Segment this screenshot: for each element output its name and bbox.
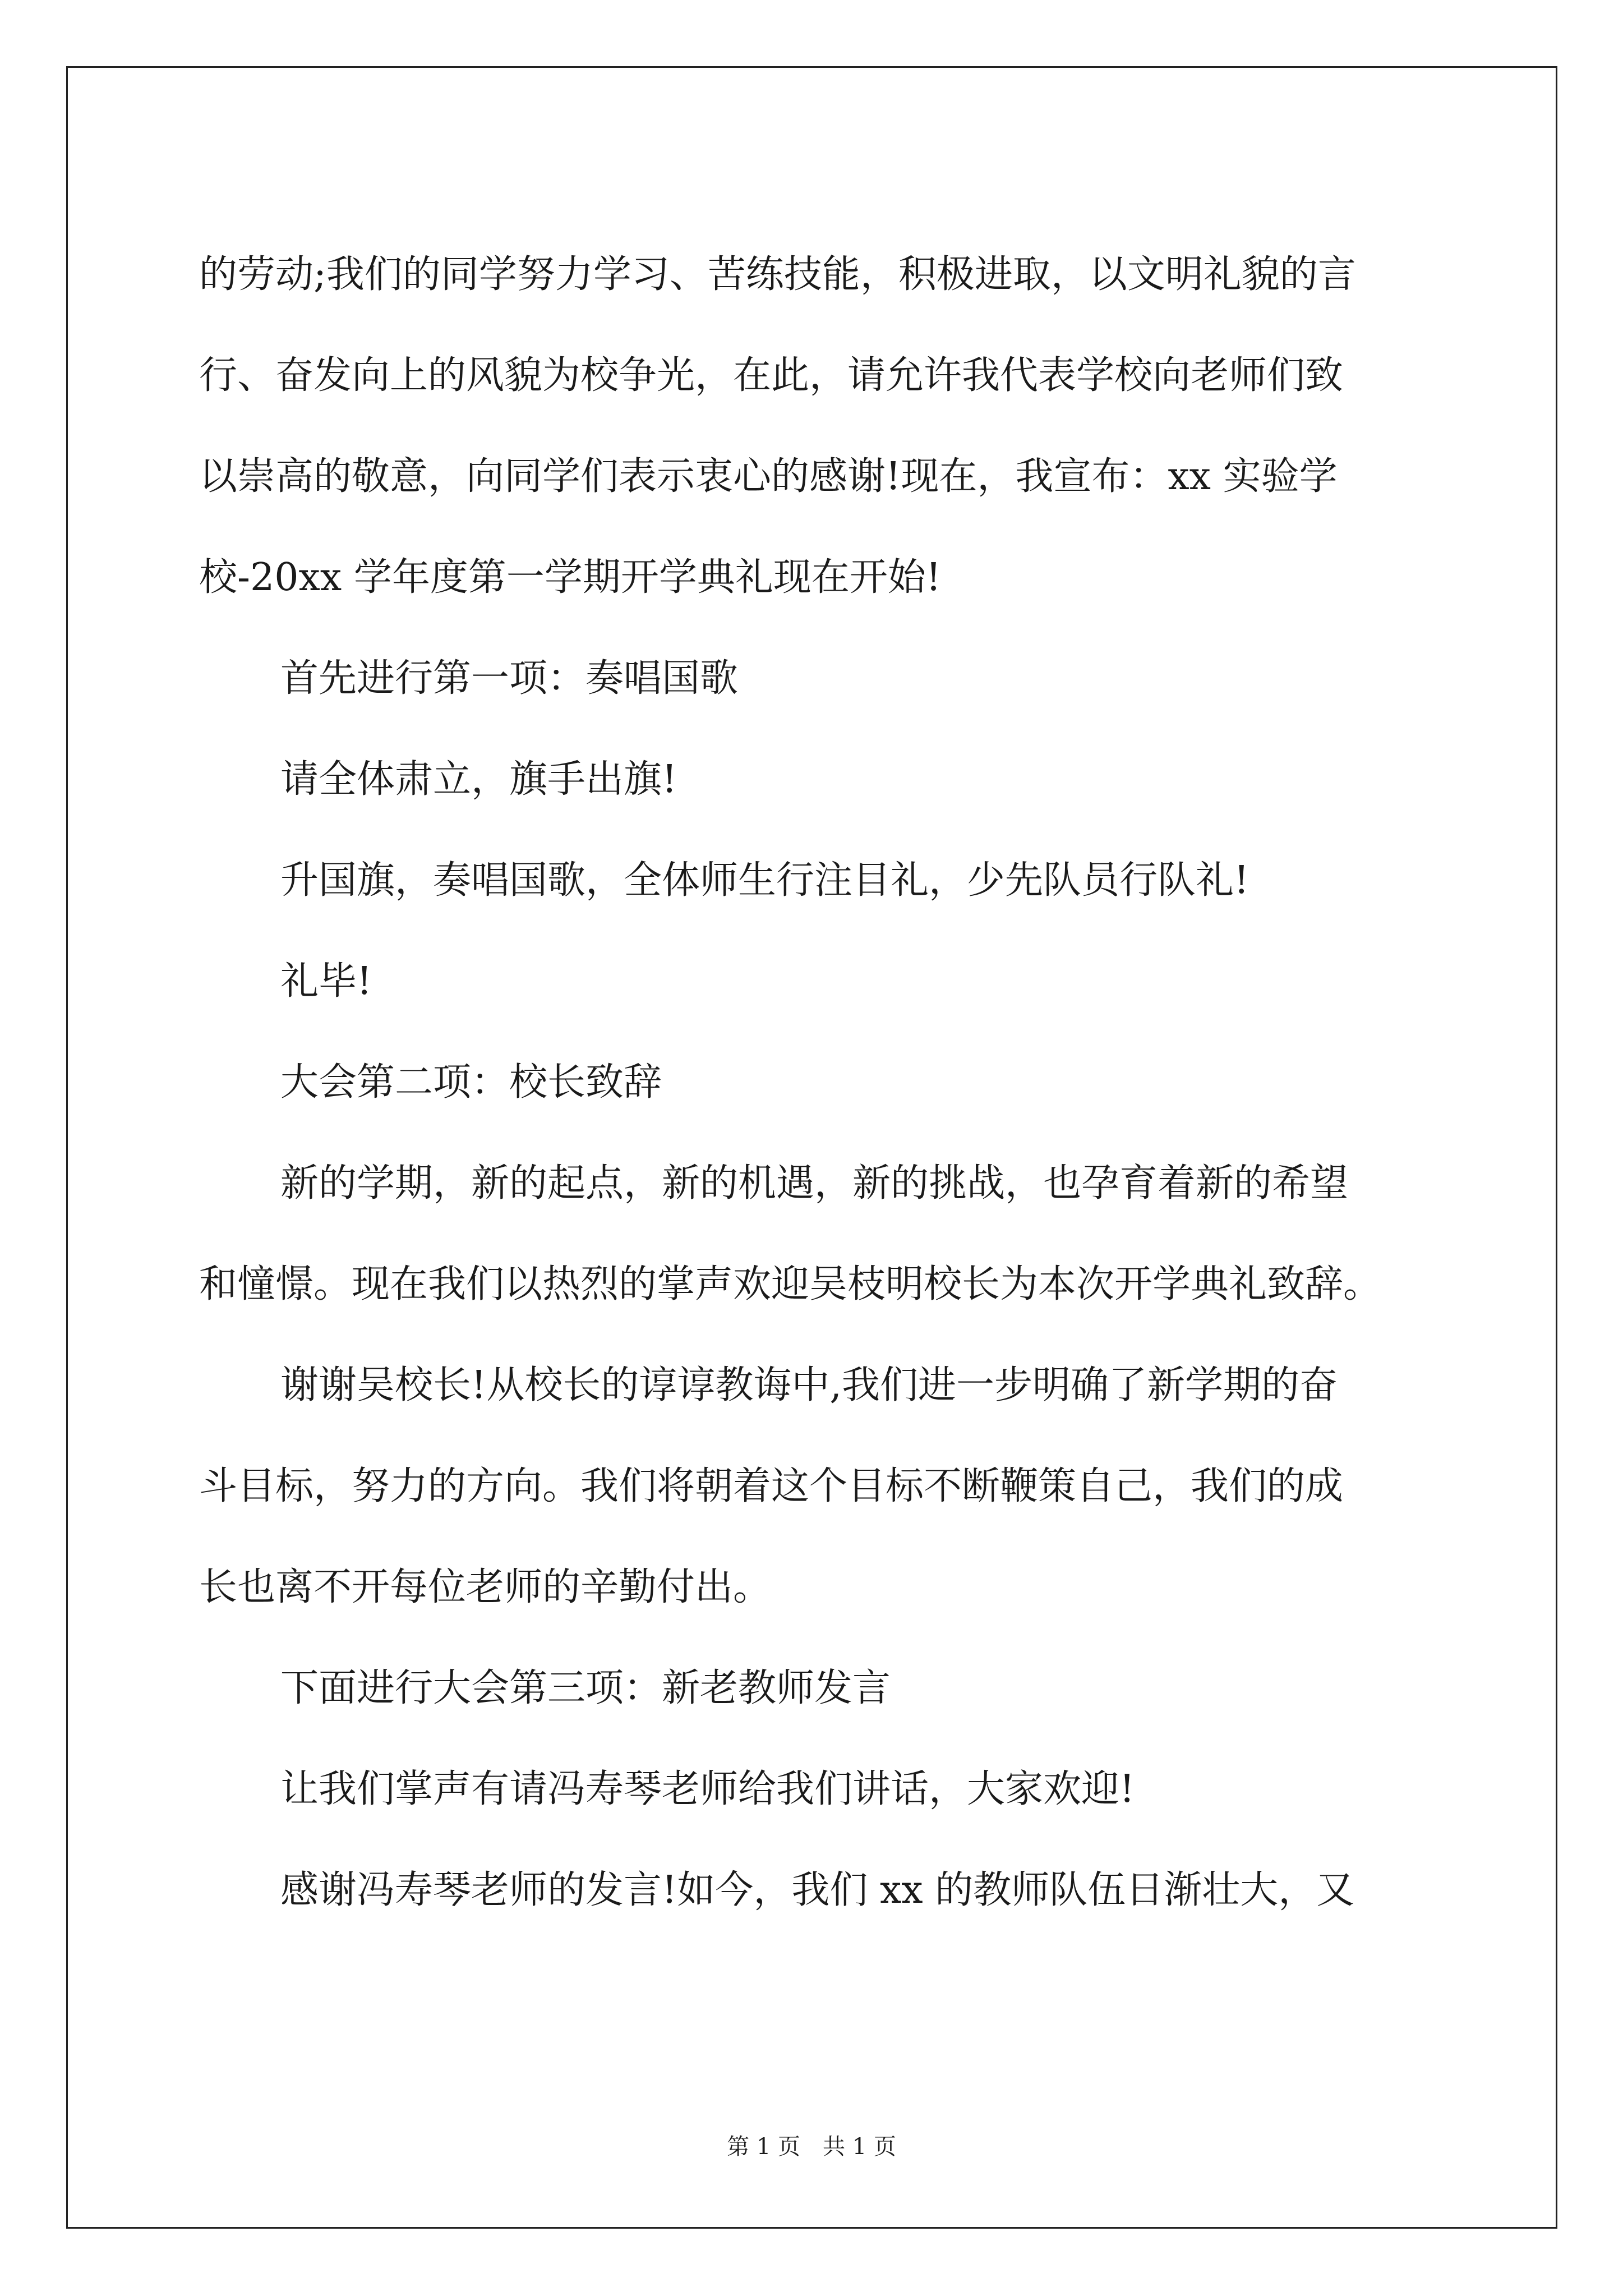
text-line: 感谢冯寿琴老师的发言!如今，我们 xx 的教师队伍日渐壮大，又 bbox=[280, 1868, 1355, 1912]
text-line: 首先进行第一项：奏唱国歌 bbox=[280, 656, 739, 701]
text-line: 谢谢吴校长!从校长的谆谆教诲中,我们进一步明确了新学期的奋 bbox=[280, 1363, 1338, 1407]
text-line: 长也离不开每位老师的辛勤付出。 bbox=[199, 1565, 772, 1609]
text-line: 让我们掌声有请冯寿琴老师给我们讲话，大家欢迎! bbox=[280, 1767, 1135, 1811]
text-line: 以崇高的敬意，向同学们表示衷心的感谢!现在，我宣布：xx 实验学 bbox=[199, 454, 1338, 499]
text-line: 和憧憬。现在我们以热烈的掌声欢迎吴枝明校长为本次开学典礼致辞。 bbox=[199, 1262, 1382, 1306]
text-line: 新的学期，新的起点，新的机遇，新的挑战，也孕育着新的希望 bbox=[280, 1161, 1349, 1205]
document-body bbox=[199, 224, 1489, 1941]
page-total: 共 1 页 bbox=[823, 2134, 896, 2160]
text-line: 斗目标，努力的方向。我们将朝着这个目标不断鞭策自己，我们的成 bbox=[199, 1464, 1344, 1508]
text-line: 礼毕! bbox=[280, 959, 372, 1004]
page-footer bbox=[0, 2129, 1623, 2161]
text-line: 请全体肃立，旗手出旗! bbox=[280, 757, 677, 802]
text-line: 校-20xx 学年度第一学期开学典礼现在开始! bbox=[199, 555, 942, 600]
text-line: 大会第二项：校长致辞 bbox=[280, 1060, 662, 1105]
text-line: 的劳动;我们的同学努力学习、苦练技能，积极进取，以文明礼貌的言 bbox=[199, 252, 1356, 297]
text-line: 下面进行大会第三项：新老教师发言 bbox=[280, 1666, 891, 1710]
text-line: 行、奋发向上的风貌为校争光，在此，请允许我代表学校向老师们致 bbox=[199, 353, 1344, 398]
page-number: 第 1 页 bbox=[727, 2134, 800, 2160]
text-line: 升国旗，奏唱国歌，全体师生行注目礼，少先队员行队礼! bbox=[280, 858, 1249, 903]
